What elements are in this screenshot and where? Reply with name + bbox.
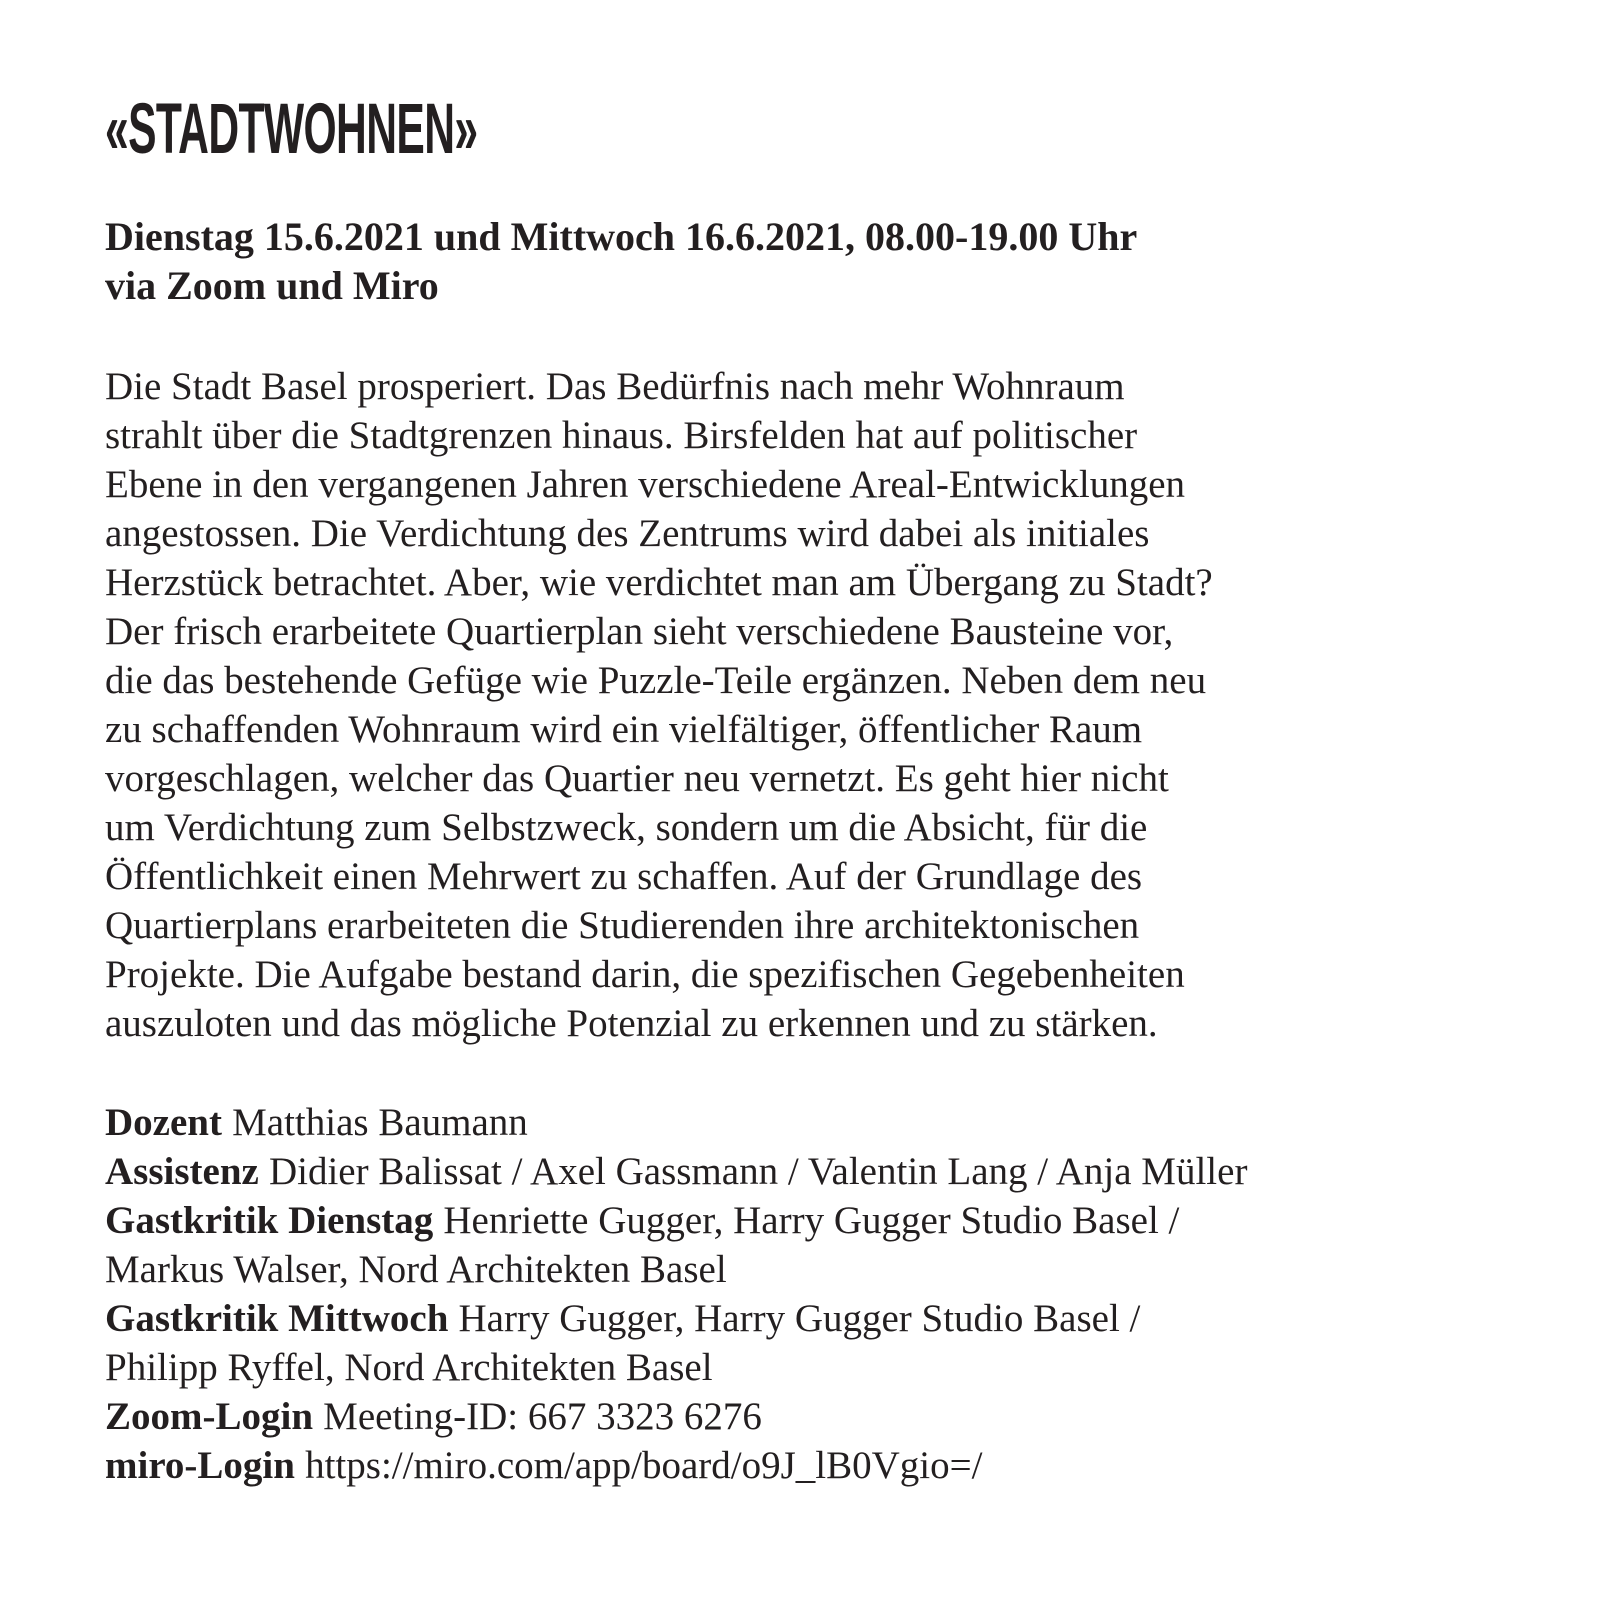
credit-label: Dozent: [105, 1101, 222, 1144]
credit-value: Didier Balissat / Axel Gassmann / Valentin Lang / Anja Müller: [268, 1150, 1248, 1193]
body-line: Der frisch erarbeitete Quartierplan sieht verschiedene Bausteine vor,: [105, 610, 1174, 653]
credit-row-miro-login: [105, 1441, 1247, 1490]
credit-label: miro-Login: [105, 1444, 295, 1487]
document-content: [105, 0, 1525, 1598]
credit-row-gastkritik-mittwoch-cont: [105, 1343, 1247, 1392]
body-line: Öffentlichkeit einen Mehrwert zu schaffen. Auf der Grundlage des: [105, 855, 1143, 898]
credit-row-dozent: [105, 1098, 1247, 1147]
body-line: angestossen. Die Verdichtung des Zentrums wird dabei als initiales: [105, 512, 1150, 555]
body-line: um Verdichtung zum Selbstzweck, sondern um die Absicht, für die: [105, 806, 1148, 849]
body-line: Die Stadt Basel prosperiert. Das Bedürfnis nach mehr Wohnraum: [105, 365, 1125, 408]
credit-row-gastkritik-dienstag: [105, 1196, 1247, 1245]
credit-value: Markus Walser, Nord Architekten Basel: [105, 1248, 727, 1291]
body-line: Herzstück betrachtet. Aber, wie verdichtet man am Übergang zu Stadt?: [105, 561, 1213, 604]
body-paragraph: [105, 362, 1213, 1048]
credit-label: Zoom-Login: [105, 1395, 314, 1438]
body-line: strahlt über die Stadtgrenzen hinaus. Birsfelden hat auf politischer: [105, 414, 1138, 457]
credit-value: Henriette Gugger, Harry Gugger Studio Basel /: [443, 1199, 1180, 1242]
event-date-line: Dienstag 15.6.2021 und Mittwoch 16.6.2021, 08.00-19.00 Uhr: [105, 214, 1138, 259]
body-line: Projekte. Die Aufgabe bestand darin, die spezifischen Gegebenheiten: [105, 953, 1185, 996]
body-line: Ebene in den vergangenen Jahren verschiedene Areal-Entwicklungen: [105, 463, 1186, 506]
credit-label: Assistenz: [105, 1150, 259, 1193]
credit-row-gastkritik-mittwoch: [105, 1294, 1247, 1343]
miro-board-link[interactable]: https://miro.com/app/board/o9J_lB0Vgio=/: [305, 1444, 983, 1487]
body-line: die das bestehende Gefüge wie Puzzle-Teile ergänzen. Neben dem neu: [105, 659, 1207, 702]
event-details: [105, 212, 1137, 310]
zoom-meeting-id: Meeting-ID: 667 3323 6276: [323, 1395, 762, 1438]
event-venue-line: via Zoom und Miro: [105, 263, 439, 308]
credit-value: Matthias Baumann: [232, 1101, 528, 1144]
credits-list: [105, 1098, 1247, 1490]
credit-value: Philipp Ryffel, Nord Architekten Basel: [105, 1346, 713, 1389]
body-line: zu schaffenden Wohnraum wird ein vielfältiger, öffentlicher Raum: [105, 708, 1143, 751]
body-line: Quartierplans erarbeiteten die Studierenden ihre architektonischen: [105, 904, 1140, 947]
document-title: «STADTWOHNEN»: [105, 90, 478, 169]
body-line: vorgeschlagen, welcher das Quartier neu vernetzt. Es geht hier nicht: [105, 757, 1169, 800]
credit-value: Harry Gugger, Harry Gugger Studio Basel /: [458, 1297, 1141, 1340]
body-line: auszuloten und das mögliche Potenzial zu erkennen und zu stärken.: [105, 1002, 1158, 1045]
credit-row-assistenz: [105, 1147, 1247, 1196]
credit-row-gastkritik-dienstag-cont: [105, 1245, 1247, 1294]
credit-row-zoom-login: [105, 1392, 1247, 1441]
credit-label: Gastkritik Dienstag: [105, 1199, 434, 1242]
credit-label: Gastkritik Mittwoch: [105, 1297, 449, 1340]
